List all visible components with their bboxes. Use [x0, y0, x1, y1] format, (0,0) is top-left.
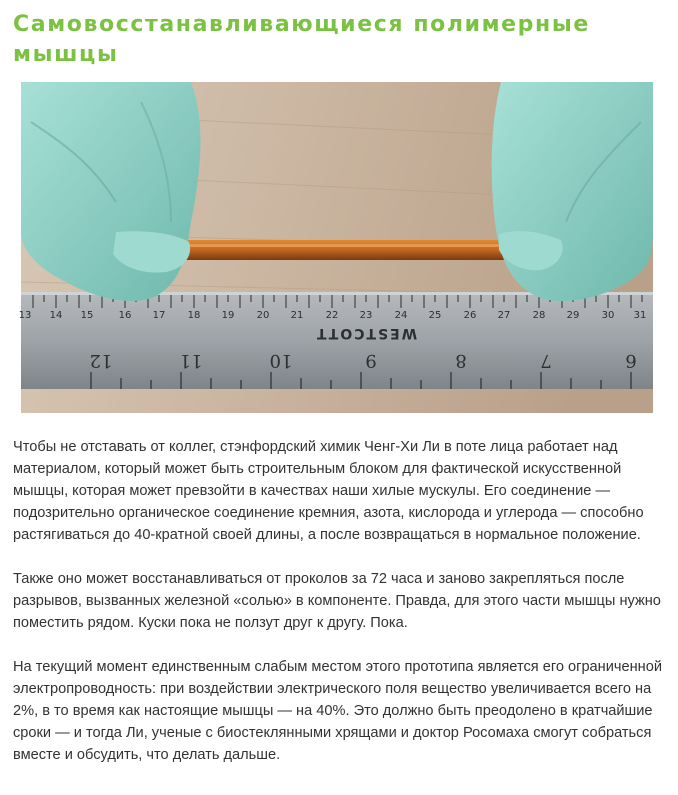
ruler-inch-label: 10 — [269, 350, 293, 371]
article-paragraph: На текущий момент единственным слабым местом этого прототипа является его ограниченной электропроводность: при воздействии электрического поля вещество увеличивается всего на 2%, в то время как настоящие мышцы — на 40%. Это должно быть преодолено в кратчайшие сроки — и тогда Ли, ученые с биостеклянными хрящами и доктор Росомаха смогут собраться вместе и обсудить, что делать дальше. — [13, 659, 662, 763]
ruler-cm-label: 22 — [325, 310, 339, 321]
ruler-cm-label: 29 — [566, 310, 580, 321]
ruler — [19, 292, 653, 389]
ruler-cm-label: 13 — [18, 310, 32, 321]
ruler-cm-label: 16 — [118, 310, 132, 321]
article-paragraph: Чтобы не отставать от коллег, стэнфордский химик Ченг-Хи Ли в поте лица работает над материалом, который может быть строительным блоком для фактической искусственной мышцы, которая может превзойти в качествах наши хилые мускулы. Его соединение — подозрительно органическое соединение кремния, азота, кислорода и углерода — способно растягиваться до 40-кратной своей длины, а после возвращаться в нормальное положение. — [13, 439, 644, 543]
ruler-cm-label: 24 — [394, 310, 408, 321]
article-paragraph: Также оно может восстанавливаться от проколов за 72 часа и заново закрепляться после разрывов, вызванных железной «солью» в компоненте. Правда, для этого части мышцы нужно поместить рядом. Куски пока не ползут друг к другу. Пока. — [13, 571, 661, 631]
right-glove-hand — [492, 82, 653, 301]
ruler-cm-label: 20 — [256, 310, 270, 321]
ruler-cm-label: 28 — [532, 310, 546, 321]
ruler-brand-label: WESTCOTT — [314, 325, 418, 341]
ruler-cm-label: 30 — [601, 310, 615, 321]
ruler-cm-label: 15 — [80, 310, 94, 321]
ruler-inch-label: 12 — [89, 350, 113, 371]
ruler-cm-label: 25 — [428, 310, 442, 321]
ruler-inch-label: 7 — [540, 350, 552, 371]
article-title: Самовосстанавливающиеся полимерные мышцы — [13, 12, 590, 67]
ruler-cm-label: 17 — [152, 310, 166, 321]
ruler-cm-label: 23 — [359, 310, 373, 321]
polymer-strip-on-ruler-image — [18, 82, 653, 413]
ruler-inch-label: 6 — [625, 350, 637, 371]
polymer-strip — [171, 240, 511, 260]
ruler-cm-label: 31 — [633, 310, 647, 321]
ruler-inch-label: 11 — [179, 350, 203, 371]
left-glove-hand — [21, 82, 200, 301]
ruler-inch-label: 8 — [455, 350, 467, 371]
ruler-cm-label: 19 — [221, 310, 235, 321]
ruler-cm-label: 18 — [187, 310, 201, 321]
ruler-cm-label: 26 — [463, 310, 477, 321]
article-photo — [18, 82, 653, 413]
ruler-cm-label: 27 — [497, 310, 511, 321]
ruler-cm-label: 14 — [49, 310, 63, 321]
article-body — [13, 436, 668, 788]
ruler-inch-label: 9 — [365, 350, 377, 371]
ruler-cm-label: 21 — [290, 310, 304, 321]
